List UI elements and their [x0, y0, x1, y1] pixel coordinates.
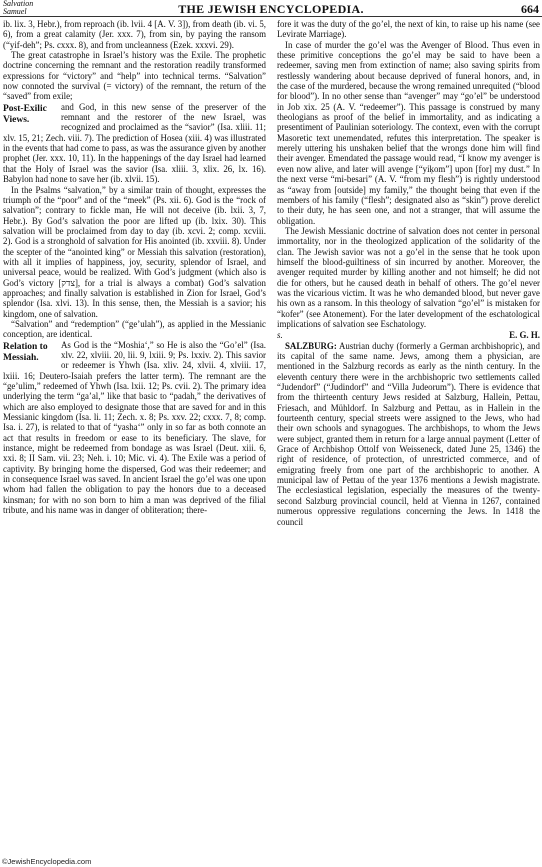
author-signature [277, 330, 540, 340]
side-heading-post-exilic: Post-Exilic Views. [3, 103, 47, 125]
article-salzburg [277, 341, 540, 527]
signature-author: E. G. H. [509, 330, 540, 341]
article-text: Austrian duchy (formerly a German archbishopric), and its capital of the same name. Jews, among them a physician, are mentioned in the Salzburg records as early as the ninth century. In the eleventh century there were in the archbishopric two settlements called “Judendorf” (“Judindorf” and “Villa Judeorum”). There is evidence that from the thirteenth century Jews resided at Salzburg, Hallein, Pettau, Friesach, and Mühldorf. In Salzburg and Pettau, as in Hallein in the fourteenth century, special streets were assigned to the Jews, who had their own schools and synagogues. The archbishops, to whom the Jews were subject, granted them in return for a large annual payment (Letter of Grace of Archbishop Ottolf von Weisseneck, dated June 25, 1346) the right of residence, of protection, of unrestricted commerce, and of emigrating freely from one part of the archbishopric to another. A municipal law of Pettau of the year 1376 mentions a Jewish magistrate. The ecclesiastical legislation, especially the measures of the twenty-second Salzburg provincial council, held at Vienna in 1267, contained numerous oppressive regulations concerning the Jews. In 1418 the council [277, 340, 540, 527]
page-header [0, 0, 542, 17]
signature-initial: s. [277, 330, 283, 341]
copyright-footer: ©JewishEncyclopedia.com [2, 857, 92, 866]
running-head-bottom: Samuel [3, 7, 27, 16]
paragraph: fore it was the duty of the go’el, the next of kin, to raise up his name (see Levirate Marriage). [277, 19, 540, 40]
paragraph: As God is the “Moshia‘,” so He is also the “Go’el” (Isa. xlv. 22, xlviii. 20, lii. 9, lxiii. 9; Ps. lxxiv. 2). This savior or redeemer is Yhwh (Isa. xliv. 24, xlvii. 4, xlviii. 17, lxiii. 16; Deutero-Isaiah prefers the latter term). The remnant are the “ge’ulim,” redeemed of Yhwh (Isa. lxii. 12; Ps. cvii. 2). The primary idea underlying the term “ga’al,” like that basic to “padah,” the derivatives of which are also employed to designate those that are saved for and in this Messianic kingdom (Isa. li. 11; Zech. x. 8; Ps. xxv. 22; cxxx. 7, 8; comp. Isa. i. 27), is related to that of “yasha‘” only in so far as both connote an act that results in freedom or ease to its beneficiary. The slave, for instance, might be redeemed from bondage as was Israel (Deut. xiii. 6, xxi. 8; II Sam. vii. 23; Neh. i. 10; Mic. vi. 4). The Exile was a period of captivity. By bringing home the dispersed, God was their redeemer; and in consequence Israel was saved. In ancient Israel the go’el was one upon whom had fallen the obligation to pay the honors due to a deceased kinsman; for with no son born to him a man was deprived of the filial tribute, and his name was in danger of obliteration; there- [3, 339, 266, 516]
paragraph: “Salvation” and “redemption” (“ge’ulah”), as applied in the Messianic conception, are identical. [3, 318, 266, 340]
paragraph: The great catastrophe in Israel’s history was the Exile. The prophetic doctrine concerning the remnant and the restoration readily transformed expressions for “victory” and “help” into technical terms. “Salvation” now connoted the survival (= victory) of the remnant, the return of the “saved” from exile; [3, 50, 266, 102]
running-head-top: Salvation [3, 0, 34, 8]
paragraph: In the Psalms “salvation,” by a similar train of thought, expresses the triumph of the “poor” and of the “meek” (Ps. xii. 6). God is the “rock of salvation”; contrary to fickle man, He will not deceive (ib. lxii. 3, 7, Hebr.). By God’s salvation the poor are lifted up (ib. lxix. 30). This salvation will be proclaimed from day to day (ib. xcvi. 2; comp. xcviii. 2). God is a stronghold of salvation for His anointed (ib. xxviii. 8). Under the scepter of the “anointed king” or Messiah this salvation (restoration), with all it implies of happiness, joy, security, splendor of Israel, and universal peace, would be realized. With God’s judgment (which also is God’s victory [צדק], for a trial is always a combat) God’s salvation approaches; and finally salvation is established in Zion for Israel, God’s splendor (Isa. xlvi. 13). In this sense, then, the Messiah is a savior; his kingdom, one of salvation. [3, 184, 266, 319]
side-heading-relation-messiah: Relation to Messiah. [3, 341, 48, 363]
paragraph: ib. lix. 3, Hebr.), from reproach (ib. lvii. 4 [A. V. 3]), from death (ib. vi. 5, 6), from a great calamity (Jer. xxx. 7), from sin, by paying the ransom (“yif-deh”; Ps. cxxx. 8), and from uncleanness (Ezek. xxxvi. 29). [3, 19, 266, 50]
left-column [3, 19, 266, 857]
page-number: 664 [521, 2, 539, 16]
right-column [277, 19, 540, 857]
paragraph: In case of murder the go’el was the Avenger of Blood. Thus even in these primitive conceptions the go’el may be said to have been a redeemer, saving men from extinction of name; also saving spirits from restlessly wandering about because deprived of funeral honors, and, in the case of the murdered, because the wrong remained unrequited (“blood for blood”). In no other sense than “avenger” may “go’el” be understood in Job xix. 25 (A. V. “redeemer”). This passage is construed by many theologians as proof of the belief in immortality, and as indicating a presentiment of Paulinian soteriology. The context, even with the corrupt Masoretic text unemendated, refutes this interpretation. The speaker is merely uttering his unshaken belief that the wrongs done him will find their avenger. Emendated the passage would read, “I know my avenger is even now alive, and later will avenge [“yiḳom”] upon [for] my dust.” In the next verse “mi-besari” (A. V. “from my flesh”) is rightly understood as “away from [outside] my family,” the thought being that even if the members of his family (“flesh”; designated also as “skin”) prove derelict to their duty, he has seen one, and not a stranger, that will assume the obligation. [277, 39, 540, 226]
article-headword: SALZBURG: [285, 340, 337, 351]
paragraph: and God, in this new sense of the preserver of the remnant and the restorer of the new Israel, was recognized and proclaimed as the “savior” (Isa. xliii. 11; xlv. 15, 21; Zech. viii. 7). The prediction of Hosea (xiii. 4) was illustrated in the events that had come to pass, as was the assurance given by another prophet (Jer. xxx. 10, 11). In the happenings of the day Israel had learned that the Holy of Israel was the savior (Isa. xliii. 3, xlix. 26, lx. 16). Babylon had none to save her (ib. xlvii. 15). [3, 101, 266, 185]
paragraph: The Jewish Messianic doctrine of salvation does not center in personal immortality, nor in the theologized application of the solidarity of the clan. The Jewish savior was not a go’el in the sense that he took upon himself the blood-guiltiness of sin incurred by another. Moreover, the avenger requited murder by killing another and not himself; he did not die for others, but he caused death in behalf of others. The go’el never was the vicarious victim. It was he who demanded blood, but never gave his own as a ransom. In this theology of salvation “go’el” is mistaken for “kofer” (see Atonement). For the later development of the eschatological implications of salvation see Eschatology. [277, 225, 540, 329]
page-title: THE JEWISH ENCYCLOPEDIA. [178, 2, 364, 16]
